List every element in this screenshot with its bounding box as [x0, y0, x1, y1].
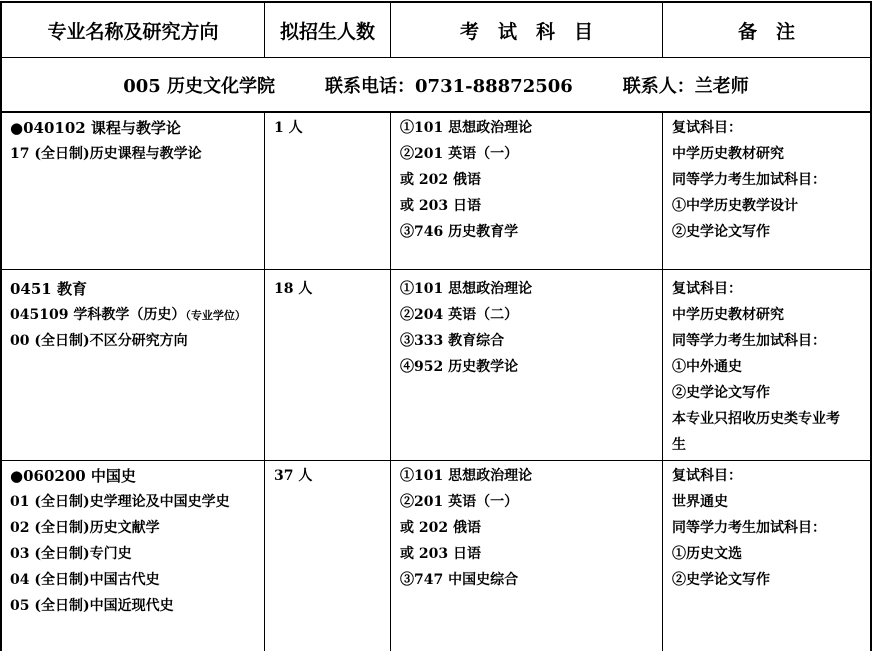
column-divider [390, 112, 391, 651]
department-phone: 联系电话：0731-88872506 [325, 76, 573, 97]
quota-value: 1 人 [274, 120, 303, 136]
research-direction: 00 (全日制)不区分研究方向 [10, 333, 188, 349]
quota-cell [274, 463, 312, 489]
sub-major-title: 045109 学科教学（历史） [10, 307, 186, 323]
sub-major [10, 302, 246, 328]
exam-subject: ①101 思想政治理论 [400, 468, 533, 484]
row-divider [0, 460, 872, 461]
exam-subject: ④952 历史教学论 [400, 359, 519, 375]
remark-line: 生 [672, 437, 686, 453]
quota-cell [274, 115, 303, 141]
remark-line: 同等学力考生加试科目： [672, 172, 826, 188]
exam-subject: ②201 英语（一） [400, 146, 519, 162]
remark-line: 中学历史教材研究 [672, 146, 784, 162]
exam-subject: ①101 思想政治理论 [400, 120, 533, 136]
exam-subject: 或 202 俄语 [400, 172, 481, 188]
header-exam-subjects: 考 试 科 目 [459, 20, 593, 43]
exam-subjects-cell [400, 115, 532, 245]
major-title: ●040102 课程与教学论 [10, 119, 181, 137]
exam-subject: ③333 教育综合 [400, 333, 505, 349]
remark-line: 复试科目： [672, 120, 742, 136]
exam-subject: 或 203 日语 [400, 198, 481, 214]
research-direction: 04 (全日制)中国古代史 [10, 572, 160, 588]
exam-subject: ③746 历史教育学 [400, 224, 519, 240]
exam-subject: 或 202 俄语 [400, 520, 481, 536]
remark-line: 本专业只招收历史类专业考 [672, 411, 840, 427]
quota-value: 37 人 [274, 468, 313, 484]
remark-line: ①中学历史教学设计 [672, 198, 798, 214]
remark-line: 同等学力考生加试科目： [672, 333, 826, 349]
exam-subject: ②204 英语（二） [400, 307, 519, 323]
remark-line: 复试科目： [672, 281, 742, 297]
header-quota: 拟招生人数 [279, 20, 375, 43]
column-divider [264, 112, 265, 651]
major-cell [10, 463, 230, 619]
department-contact: 联系人：兰老师 [622, 76, 749, 97]
major-cell [10, 115, 202, 167]
header-remarks: 备 注 [737, 20, 795, 43]
exam-subjects-cell [400, 463, 532, 593]
exam-subject: 或 203 日语 [400, 546, 481, 562]
remark-line: 复试科目： [672, 468, 742, 484]
degree-type-note: （专业学位） [185, 309, 246, 322]
exam-subject: ③747 中国史综合 [400, 572, 519, 588]
remark-line: ②史学论文写作 [672, 224, 770, 240]
department-name: 005 历史文化学院 [123, 76, 276, 97]
remark-line: 中学历史教材研究 [672, 307, 784, 323]
research-direction: 01 (全日制)史学理论及中国史学史 [10, 494, 230, 510]
exam-subjects-cell [400, 276, 532, 380]
major-cell [10, 276, 246, 354]
remark-line: 世界通史 [672, 494, 728, 510]
exam-subject: ②201 英语（一） [400, 494, 519, 510]
research-direction: 02 (全日制)历史文献学 [10, 520, 160, 536]
remarks-cell [672, 276, 840, 458]
exam-subject: ①101 思想政治理论 [400, 281, 533, 297]
quota-value: 18 人 [274, 281, 313, 297]
research-direction: 03 (全日制)专门史 [10, 546, 132, 562]
remark-line: ②史学论文写作 [672, 385, 770, 401]
remark-line: 同等学力考生加试科目： [672, 520, 826, 536]
header-major: 专业名称及研究方向 [47, 20, 219, 43]
major-title: ●060200 中国史 [10, 467, 136, 485]
research-direction: 05 (全日制)中国近现代史 [10, 598, 174, 614]
quota-cell [274, 276, 312, 302]
remarks-cell [672, 463, 826, 593]
row-divider [0, 269, 872, 270]
department-row [0, 58, 872, 112]
major-title: 0451 教育 [10, 280, 87, 298]
research-direction: 17 (全日制)历史课程与教学论 [10, 146, 202, 162]
column-divider [662, 112, 663, 651]
remark-line: ①历史文选 [672, 546, 742, 562]
remark-line: ②史学论文写作 [672, 572, 770, 588]
remark-line: ①中外通史 [672, 359, 742, 375]
remarks-cell [672, 115, 826, 245]
